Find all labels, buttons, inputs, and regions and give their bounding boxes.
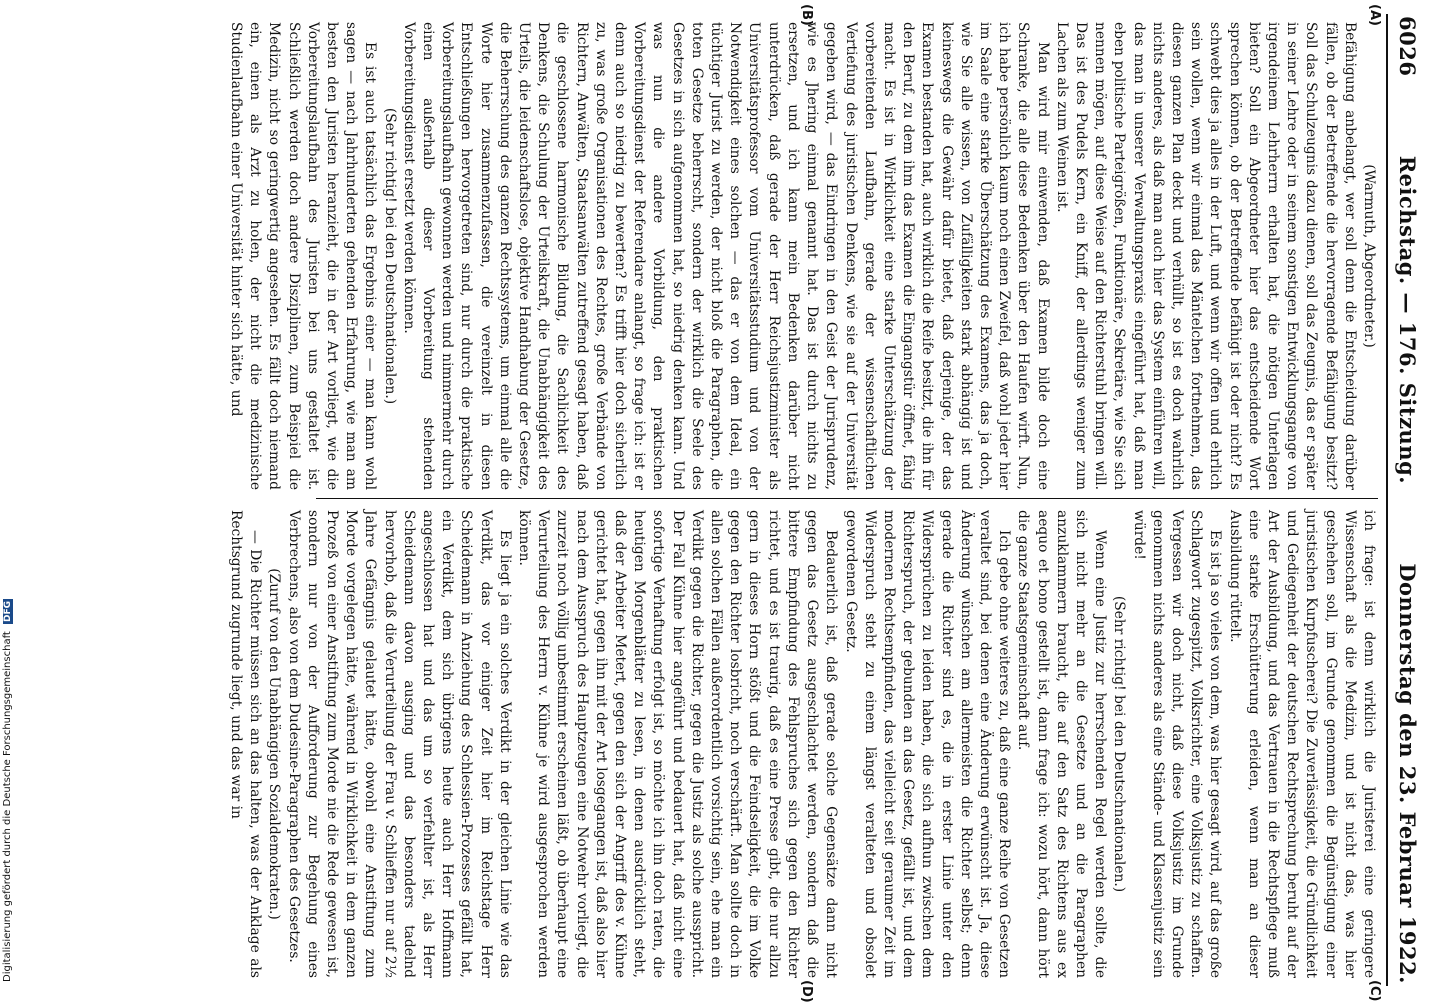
page-header: [1390, 16, 1426, 984]
paragraph: Es liegt ja ein solches Verdikt in der gleichen Linie wie das Verdikt, das vor einiger Zeit hier im Reichstage Herr Scheidemann in Anziehung des Schlessien-Prozesses gefällt hat, ein Verdikt, dem sich übrigens heute auch Herr Hoffmann angeschlossen hat und das um so verfehlter ist, als Herr Scheidemann davon ausging und das besonders tadelnd hervorhob, daß die Verurteilung der Frau v. Schlieffen nur auf 2½ Jahre Gefängnis gelautet hätte, obwohl eine Anstiftung zum Morde vorgelegen hätte, während in Wirklichkeit in dem ganzen Prozeß von einer Anstiftung zum Morde nie die Rede gewesen ist, sondern nur von der Aufforderung zur Begehung eines Verbrechens, also von dem Dudesine-Paragraphen des Gesetzes.: [285, 510, 513, 978]
paragraph: Man wird mir einwenden, daß Examen bilde doch eine Schranke, die alle diese Bedenken über den Haufen wirft. Nun, ich habe persönlich kaum noch einen Zweifel, daß wohl jeder hier im Saale eine starke Überschätzung des Examens, das ja doch, wie Sie alle wissen, von Zufälligkeiten stark abhängig ist und keineswegs die Gewähr dafür bietet, daß derjenige, der das Examen bestanden hat, auch wirklich die Reife besitzt, die ihn für den Beruf, zu dem ihm das Examen die Eingangstür öffnet, fähig macht. Es ist in Wirklichkeit eine starke Unterschätzung der vorbereitenden Laufbahn, gerade der wissenschaftlichen Vertiefung des juristischen Denkens, wie sie auf der Universität gegeben wird, — das Eindringen in den Geist der Jurisprudenz, wie es Jhering einmal genannt hat. Das ist durch nichts zu ersetzen, und ich kann mein Bedenken darüber nicht unterdrücken, daß gerade der Herr Reichsjustizminister als Universitätsprofessor vom Universitätsstudium und von der Notwendigkeit eines solchen — das er von dem Ideal, ein tüchtiger Jurist zu werden, der nicht bloß die Paragraphen, die toten Gesetze beherrscht, sondern der wirklich die Seele des Gesetzes in sich aufgenommen hat, so niedrig denken kann. Und was nun die andere Vorbildung, den praktischen Vorbereitungsdienst der Referendare anlangt, so frage ich: ist er denn auch so niedrig zu bewerten? Es trifft hier doch sicherlich zu, was große Organisationen des Rechtes, große Verbände von Richtern, Anwälten, Staatsanwälten zutreffend gesagt haben, daß die geschlossene harmonische Bildung, die Sachlichkeit des Denkens, die Schulung der Urteilskraft, die Unabhängigkeit des Urteils, die leidenschaftslose, objektive Handhabung der Gesetze, die Beherrschung des ganzen Rechtssystems, um einmal alle die Worte hier zusammenzufassen, die vereinzelt in diesen Entschließungen hervorgetreten sind, nur durch die praktische Vorbereitungslaufbahn gewonnen werden und nimmermehr durch einen außerhalb dieser Vorbereitung stehenden Vorbereitungsdienst ersetzt werden können.: [400, 22, 1051, 490]
paragraph: — Die Richter müssen sich an das halten, was der Anklage als Rechtsgrund zugrunde liegt, und das war in: [228, 510, 264, 978]
footer-text: Digitalisierung gefördert durch die Deutsche Forschungsgemeinschaft: [2, 631, 13, 982]
paragraph: Ich gebe ohne weiteres zu, daß eine ganze Reihe von Gesetzen veraltet sind, bei denen eine Änderung erwünscht ist. Ja, diese Änderung wünschen am allermeisten die Richter selbst; denn gerade die Richter sind es, die in erster Linie unter den Widersprüchen zu leiden haben, die sich aufhun zwischen dem Richterspruch, der gebunden an das Gesetz, gefällt ist, und dem modernen Rechtsempfinden, das vielleicht seit geraumer Zeit im Widerspruch steht zu einem längst veralteten und obsolet gewordenen Gesetz.: [842, 510, 1013, 978]
digitization-footer: [2, 0, 16, 982]
document-page: [228, 0, 1434, 1003]
header-date: Donnerstag den 23. Februar 1922.: [1395, 563, 1421, 984]
interjection: (Sehr richtig! bei den Deutschnationalen.): [381, 107, 398, 405]
left-column: [228, 22, 1378, 490]
paragraph: Befähigung anbelangt, wer soll denn die Entscheidung darüber fällen, ob der Betreffende die hervorragende Befähigung besitzt? Soll das Schulzeugnis dazu dienen, soll das Zeugnis, das er später in seiner Lehre oder in seinem sonstigen Entwicklungsgange von irgendeinem Lehrherrn erhalten hat, die nötigen Unterlagen bieten? Soll ein Abgeordneter hier das entscheidende Wort sprechen können, ob der Betreffende befähigt ist oder nicht? Es schwebt dies ja alles in der Luft, und wenn wir offen und ehrlich sein wollen, wenn wir einmal das Mäntelchen fortnehmen, das diesen ganzen Plan deckt und verhüllt, so ist es doch wahrlich nichts anderes, als daß man auch hier das System einführen will, das man in unserer Verwaltungspraxis eingeführt hat, daß man eben politische Parteigrößen, Funktionäre, Sekretäre, wie Sie sich nennen mögen, auf diese Weise auf den Richterstuhl bringen will. Das ist des Pudels Kern, ein Kniff, der allerdings weniger zum Lachen als zum Weinen ist.: [1053, 22, 1358, 490]
margin-marker-c: (C): [1367, 980, 1382, 1002]
paragraph: Es ist auch tatsächlich das Ergebnis einer — man kann wohl sagen — nach Jahrhunderten gehenden Erfahrung, wie man am besten den Juristen heranzieht, die in der Art vorliegt, wie die Vorbereitungslaufbahn des Juristen bei uns gestaltet ist. Schließlich werden doch andere Disziplinen, zum Beispiel die Medizin, nicht so geringwertig angesehen. Es fällt doch niemand ein, einen als Arzt zu holen, der nicht die medizinische Studienlaufbahn einer Universität hinter sich hätte, und: [228, 22, 379, 490]
paragraph: Wenn eine Justiz zur herrschenden Regel werden sollte, die sich nicht mehr an die Gesetze und an die Paragraphen anzuklammern braucht, die auf den Satz des Richtens aus ex aequo et bono gestellt ist, dann frage ich: wozu hört, dann hört die ganze Staatsgemeinschaft auf.: [1015, 510, 1109, 978]
header-title: Reichstag. — 176. Sitzung.: [1395, 155, 1421, 485]
speaker-heading: (Warmuth, Abgeordneter.): [1361, 164, 1377, 348]
column-divider: [316, 498, 1378, 499]
paragraph: Es ist ja so vieles von dem, was hier gesagt wird, auf das große Schlagwort zugespitzt, Volksrichter, eine Volksjustiz zu schaffen. Vergessen wir doch nicht, daß diese Volksjustiz im Grunde genommen nichts anderes als eine Stände- und Klassenjustiz sein würde!: [1130, 510, 1224, 978]
margin-marker-a: (A): [1367, 4, 1382, 26]
interjection: (Sehr richtig! bei den Deutschnationalen.): [1111, 595, 1128, 893]
paragraph: ich frage: ist denn wirklich die Juristerei eine geringere Wissenschaft als die Medizin, und ist nicht das, was hier geschehen soll, im Grunde genommen die Begünstigung einer juristischen Kurpfuscherei? Die Zuverlässigkeit, die Gründlichkeit und Gediegenheit der deutschen Rechtsprechung beruht auf der Art der Ausbildung, und das Vertrauen in die Rechtspflege muß eine starke Erschütterung erleiden, wenn man an dieser Ausbildung rüttelt.: [1226, 510, 1377, 978]
paragraph: Bedauerlich ist, daß gerade solche Gegensätze dann nicht gegen das Gesetz ausgeschlachtet werden, sondern daß die bittere Empfindung des Fehlspruches sich gegen den Richter richtet, und es ist traurig, daß es eine Presse gibt, die nur allzu gern in dieses Horn stößt und die Feindseligkeit, die im Volke gegen den Richter losbricht, noch verschärft. Man sollte doch in allen solchen Fällen außerordentlich vorsichtig sein, ehe man ein Verdikt gegen die Richter, gegen die Justiz als solche ausspricht. Der Fall Kühne hier angeführt und bedauert hat, daß nicht eine sofortige Verhaftung erfolgt ist, so möchte ich ihn doch raten, die heutigen Morgenblätter zu lesen, in denen ausdrücklich steht, daß der Arbeiter Metert, gegen den sich der Angriff des v. Kühne gerichtet hat, gegen ihn mit der Art losgegangen ist, daß also hier nach dem Ausspruch des Hauptzeugen eine Notwehr vorliegt, die zurzeit noch völlig unbestimmt erscheinen läßt, ob überhaupt eine Verurteilung des Herrn v. Kühne je wird ausgesprochen werden können.: [516, 510, 840, 978]
header-rule: [1386, 14, 1388, 986]
right-column: [228, 510, 1378, 978]
margin-marker-d: (D): [799, 980, 814, 1003]
margin-marker-b: (B): [799, 4, 814, 26]
interjection: (Zuruf von den Unabhängigen Sozialdemokraten.): [266, 568, 283, 920]
page-number: 6026: [1395, 16, 1421, 77]
dfg-logo-icon: DFG: [3, 600, 13, 622]
